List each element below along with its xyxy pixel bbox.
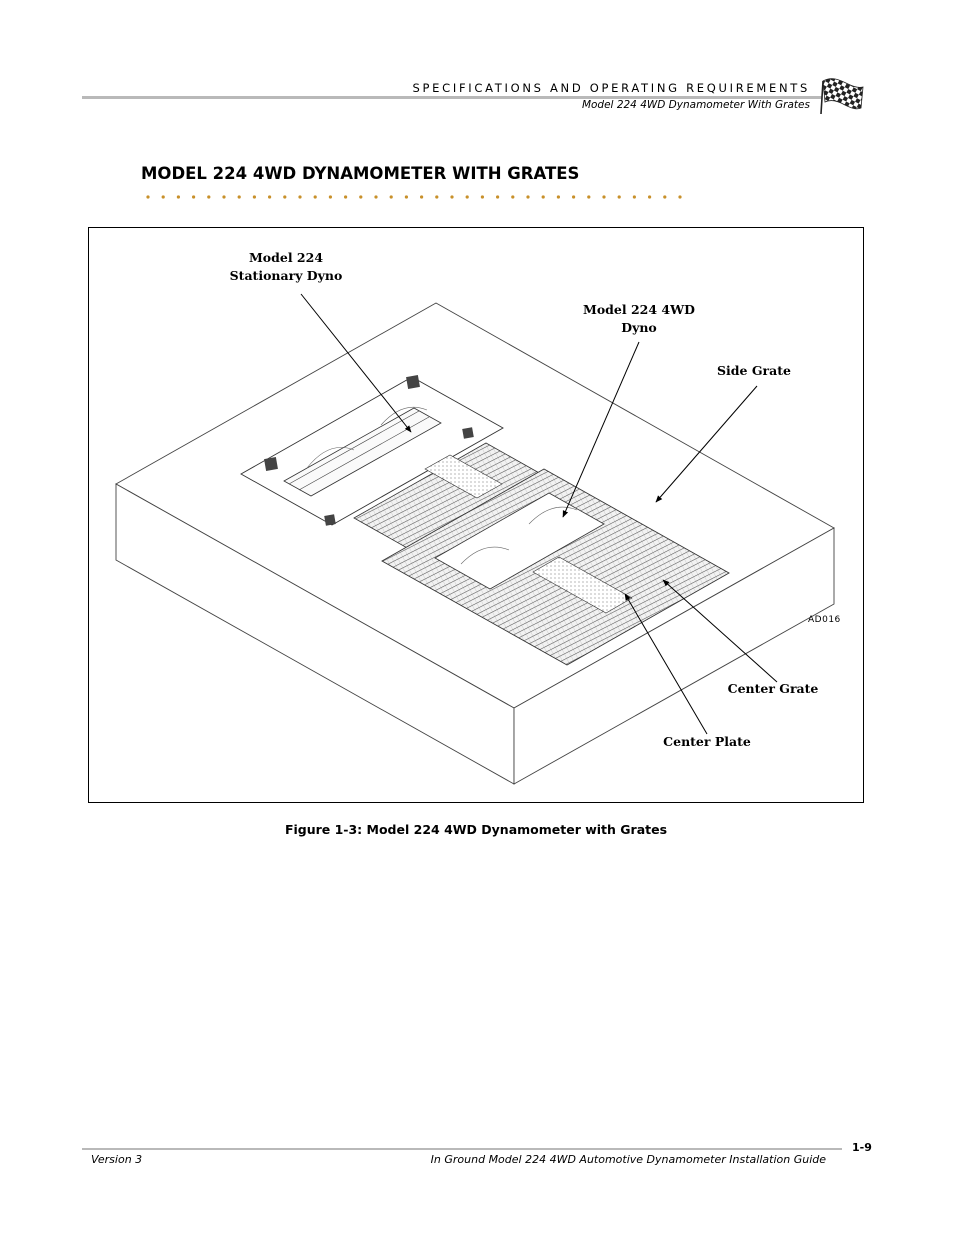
accent-dot bbox=[663, 195, 666, 198]
accent-dot bbox=[222, 195, 225, 198]
label-side-grate: Side Grate bbox=[717, 363, 791, 378]
accent-dot bbox=[374, 195, 377, 198]
accent-dot bbox=[177, 195, 180, 198]
checkered-flag-icon bbox=[820, 74, 866, 116]
accent-dot bbox=[633, 195, 636, 198]
accent-dot bbox=[359, 195, 362, 198]
title-dot-rule bbox=[141, 187, 689, 197]
accent-dot bbox=[238, 195, 241, 198]
accent-dot bbox=[329, 195, 332, 198]
header-subsection-title: Model 224 4WD Dynamometer With Grates bbox=[581, 99, 810, 111]
accent-dot bbox=[481, 195, 484, 198]
label-4wd-dyno bbox=[564, 301, 714, 337]
section-title: MODEL 224 4WD DYNAMOMETER WITH GRATES bbox=[141, 164, 580, 183]
label-4wd-dyno-line1: Model 224 4WD bbox=[583, 302, 695, 317]
label-4wd-dyno-line2: Dyno bbox=[621, 320, 657, 335]
accent-dot bbox=[542, 195, 545, 198]
accent-dot bbox=[344, 195, 347, 198]
footer-guide-title: In Ground Model 224 4WD Automotive Dynamometer Installation Guide bbox=[430, 1153, 826, 1166]
accent-dot bbox=[450, 195, 453, 198]
accent-dot bbox=[618, 195, 621, 198]
accent-dot bbox=[602, 195, 605, 198]
drawing-code: AD016 bbox=[808, 615, 841, 625]
accent-dot bbox=[268, 195, 271, 198]
accent-dot bbox=[648, 195, 651, 198]
accent-dot bbox=[146, 195, 149, 198]
accent-dot bbox=[405, 195, 408, 198]
header-rule bbox=[82, 96, 822, 99]
accent-dot bbox=[162, 195, 165, 198]
accent-dot bbox=[420, 195, 423, 198]
accent-dot bbox=[572, 195, 575, 198]
label-stationary-dyno-line2: Stationary Dyno bbox=[229, 268, 343, 283]
accent-dot bbox=[557, 195, 560, 198]
footer-rule bbox=[82, 1148, 842, 1150]
accent-dot bbox=[526, 195, 529, 198]
footer-version: Version 3 bbox=[91, 1153, 143, 1166]
label-center-plate: Center Plate bbox=[663, 734, 751, 749]
accent-dot bbox=[298, 195, 301, 198]
page-number: 1-9 bbox=[852, 1141, 872, 1154]
header-section-title: SPECIFICATIONS AND OPERATING REQUIREMENTS bbox=[412, 81, 810, 95]
accent-dot bbox=[466, 195, 469, 198]
accent-dot bbox=[283, 195, 286, 198]
accent-dot bbox=[587, 195, 590, 198]
accent-dot bbox=[678, 195, 681, 198]
accent-dot bbox=[314, 195, 317, 198]
accent-dot bbox=[192, 195, 195, 198]
label-stationary-dyno-line1: Model 224 bbox=[248, 250, 324, 265]
label-center-grate: Center Grate bbox=[727, 681, 819, 696]
dynamometer-illustration bbox=[89, 228, 865, 804]
accent-dot bbox=[253, 195, 256, 198]
label-stationary-dyno bbox=[209, 249, 363, 285]
accent-dot bbox=[496, 195, 499, 198]
accent-dot bbox=[511, 195, 514, 198]
accent-dot bbox=[435, 195, 438, 198]
accent-dot bbox=[207, 195, 210, 198]
accent-dot bbox=[390, 195, 393, 198]
figure-caption: Figure 1-3: Model 224 4WD Dynamometer with Grates bbox=[284, 822, 668, 837]
figure-frame bbox=[88, 227, 864, 803]
